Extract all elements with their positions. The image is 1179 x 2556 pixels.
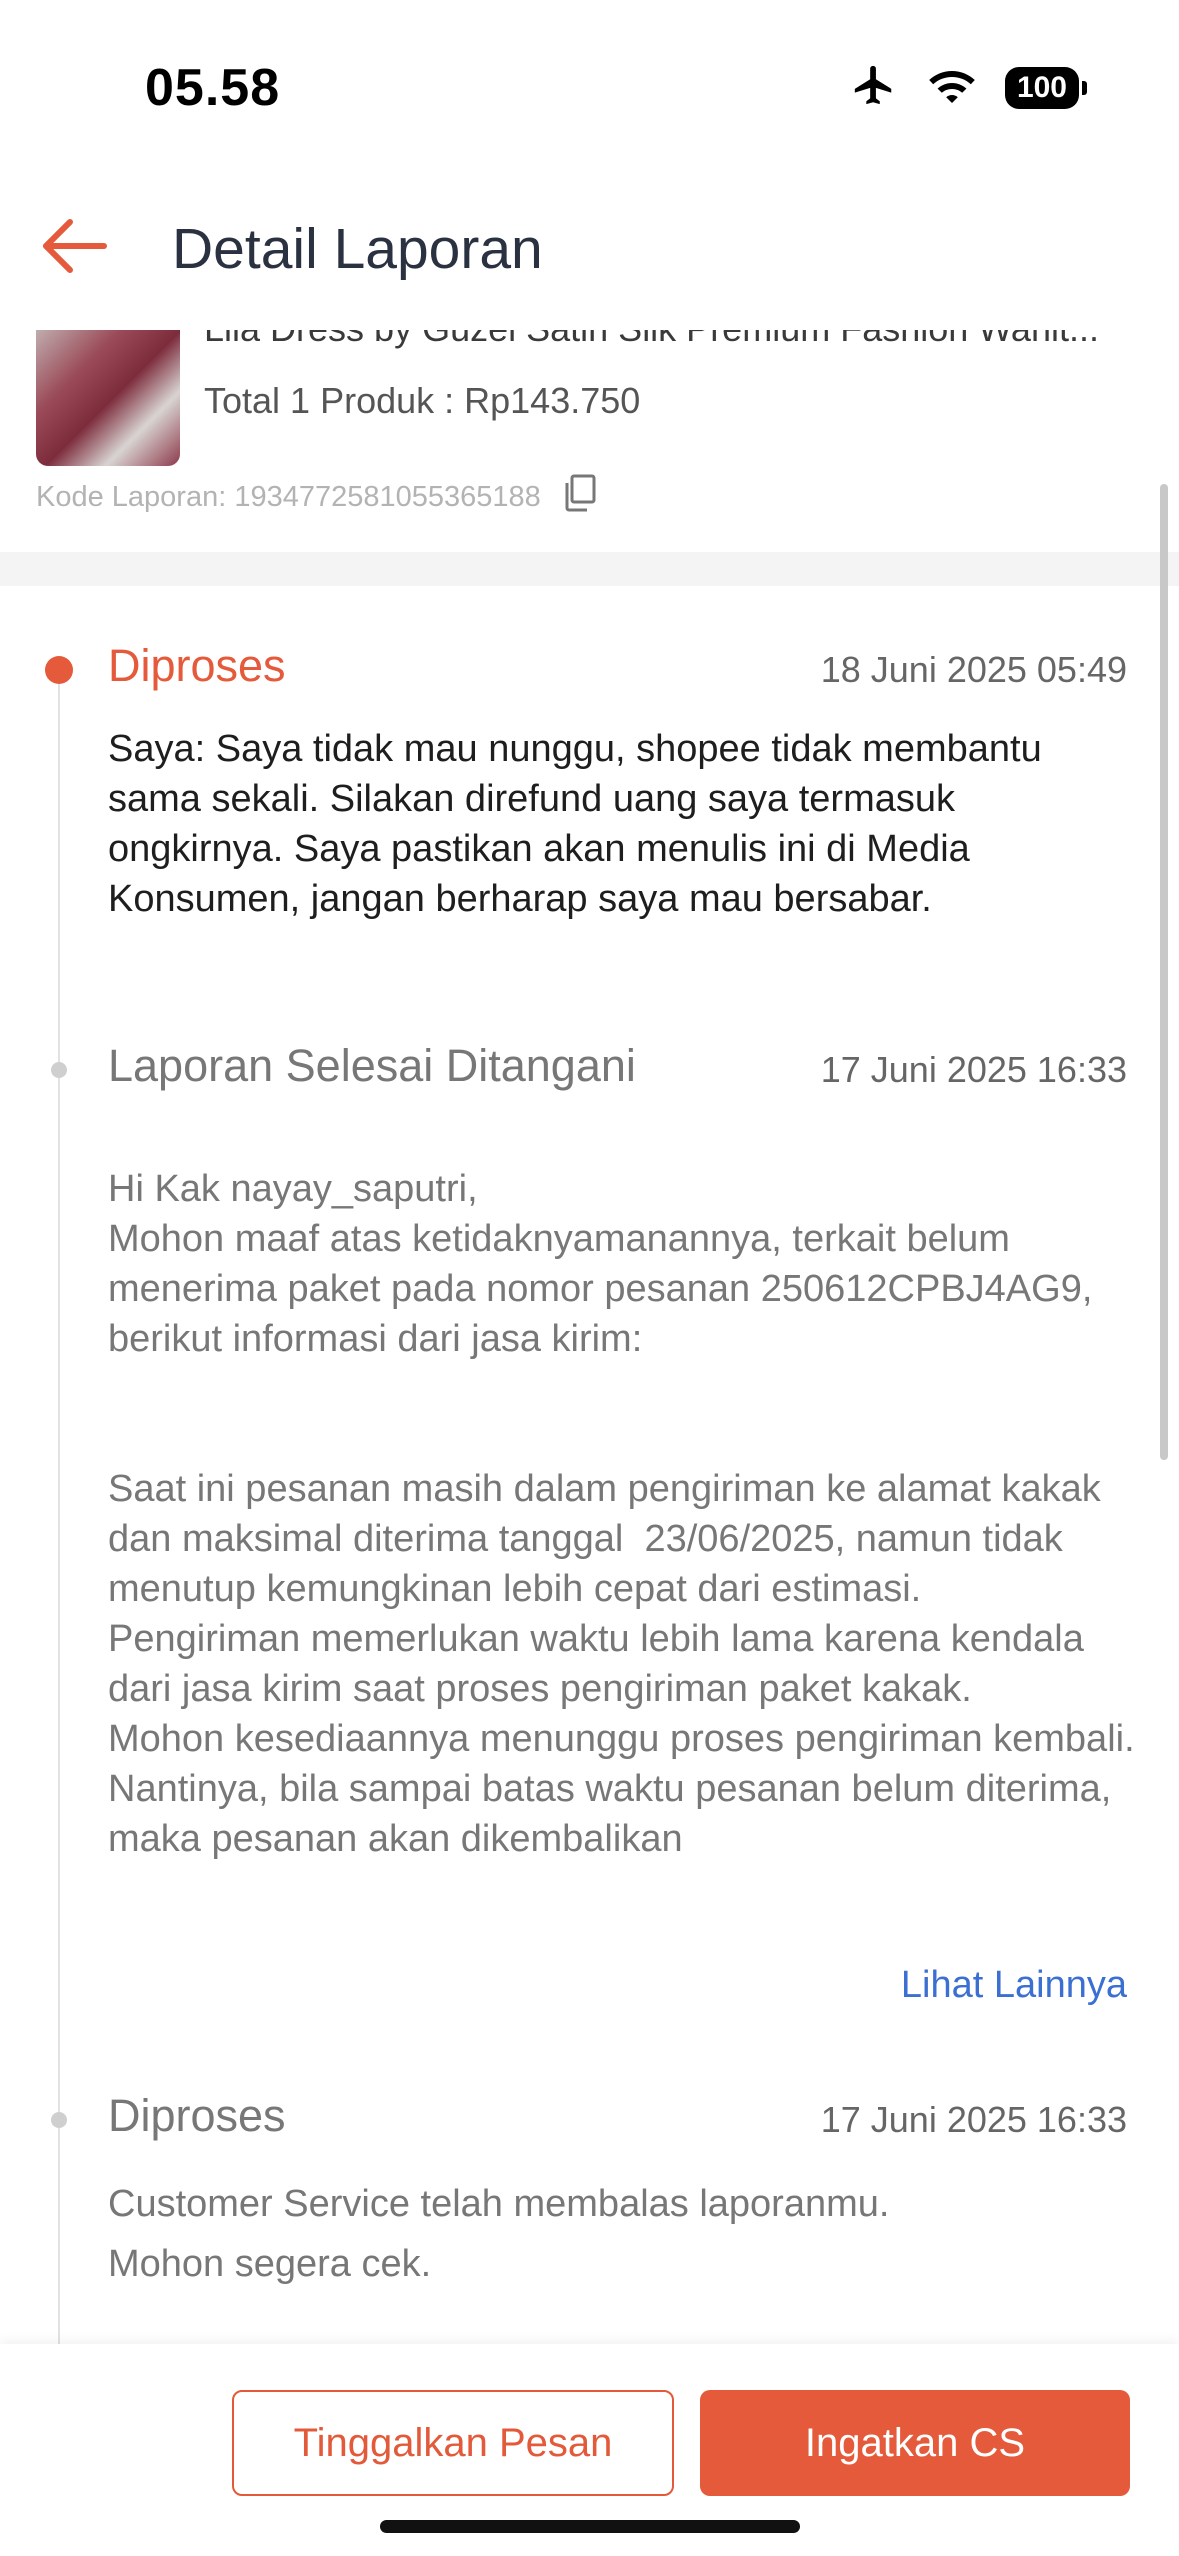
timeline-dot-active: [45, 656, 73, 684]
airplane-icon: [849, 62, 899, 113]
remind-cs-button[interactable]: Ingatkan CS: [700, 2390, 1130, 2496]
product-card[interactable]: [0, 330, 1179, 552]
timeline-date: 18 Juni 2025 05:49: [820, 649, 1127, 690]
arrow-left-icon: [40, 210, 112, 282]
battery-indicator: 100: [1005, 67, 1079, 109]
report-code: Kode Laporan: 1934772581055365188: [36, 480, 541, 513]
section-divider: [0, 552, 1179, 586]
timeline-date: 17 Juni 2025 16:33: [820, 1049, 1127, 1090]
app-header: [0, 170, 1179, 330]
leave-message-button[interactable]: Tinggalkan Pesan: [232, 2390, 674, 2496]
report-code-row: [36, 474, 597, 520]
timeline-message: Saya: Saya tidak mau nunggu, shopee tidak membantu sama sekali. Silakan direfund uang saya termasuk ongkirnya. Saya pastikan akan menulis ini di Media Konsumen, jangan berharap saya mau bersabar.: [108, 728, 1053, 920]
timeline-message: Customer Service telah membalas laporanmu. Mohon segera cek.: [108, 2183, 890, 2285]
home-indicator: [380, 2520, 800, 2533]
timeline-status: Laporan Selesai Ditangani: [108, 1040, 636, 1091]
see-more-link[interactable]: Lihat Lainnya: [831, 1964, 1127, 2007]
timeline-dot: [51, 2112, 67, 2128]
timeline-date: 17 Juni 2025 16:33: [820, 2099, 1127, 2140]
timeline-dot: [51, 1062, 67, 1078]
timeline-status: Diproses: [108, 2090, 286, 2141]
status-bar: [0, 0, 1179, 170]
product-thumbnail: [36, 310, 180, 466]
product-total: Total 1 Produk : Rp143.750: [204, 380, 641, 421]
page-title: Detail Laporan: [172, 217, 543, 281]
timeline-status: Diproses: [108, 640, 286, 691]
status-icons: [849, 62, 1079, 113]
back-button[interactable]: [40, 210, 112, 282]
scrollbar[interactable]: [1160, 484, 1168, 1460]
timeline-message: Hi Kak nayay_saputri, Mohon maaf atas ketidaknyamanannya, terkait belum menerima paket pada nomor pesanan 250612CPBJ4AG9, berikut informasi dari jasa kirim: Saat ini pesanan masih dalam pengiriman ke alamat kakak dan maksimal diterima tanggal 23/06/2025, namun tidak menutup kemungkinan lebih cepat dari estimasi. Pengiriman memerlukan waktu lebih lama karena kendala dari jasa kirim saat proses pengiriman paket kakak. Mohon kesediaannya menunggu proses pengiriman kembali. Nantinya, bila sampai batas waktu pesanan belum diterima, maka pesanan akan dikembalikan: [108, 1168, 1135, 1860]
status-time: 05.58: [145, 59, 281, 117]
report-timeline: [0, 586, 1179, 2346]
copy-icon[interactable]: [563, 474, 597, 520]
wifi-icon: [927, 65, 977, 110]
